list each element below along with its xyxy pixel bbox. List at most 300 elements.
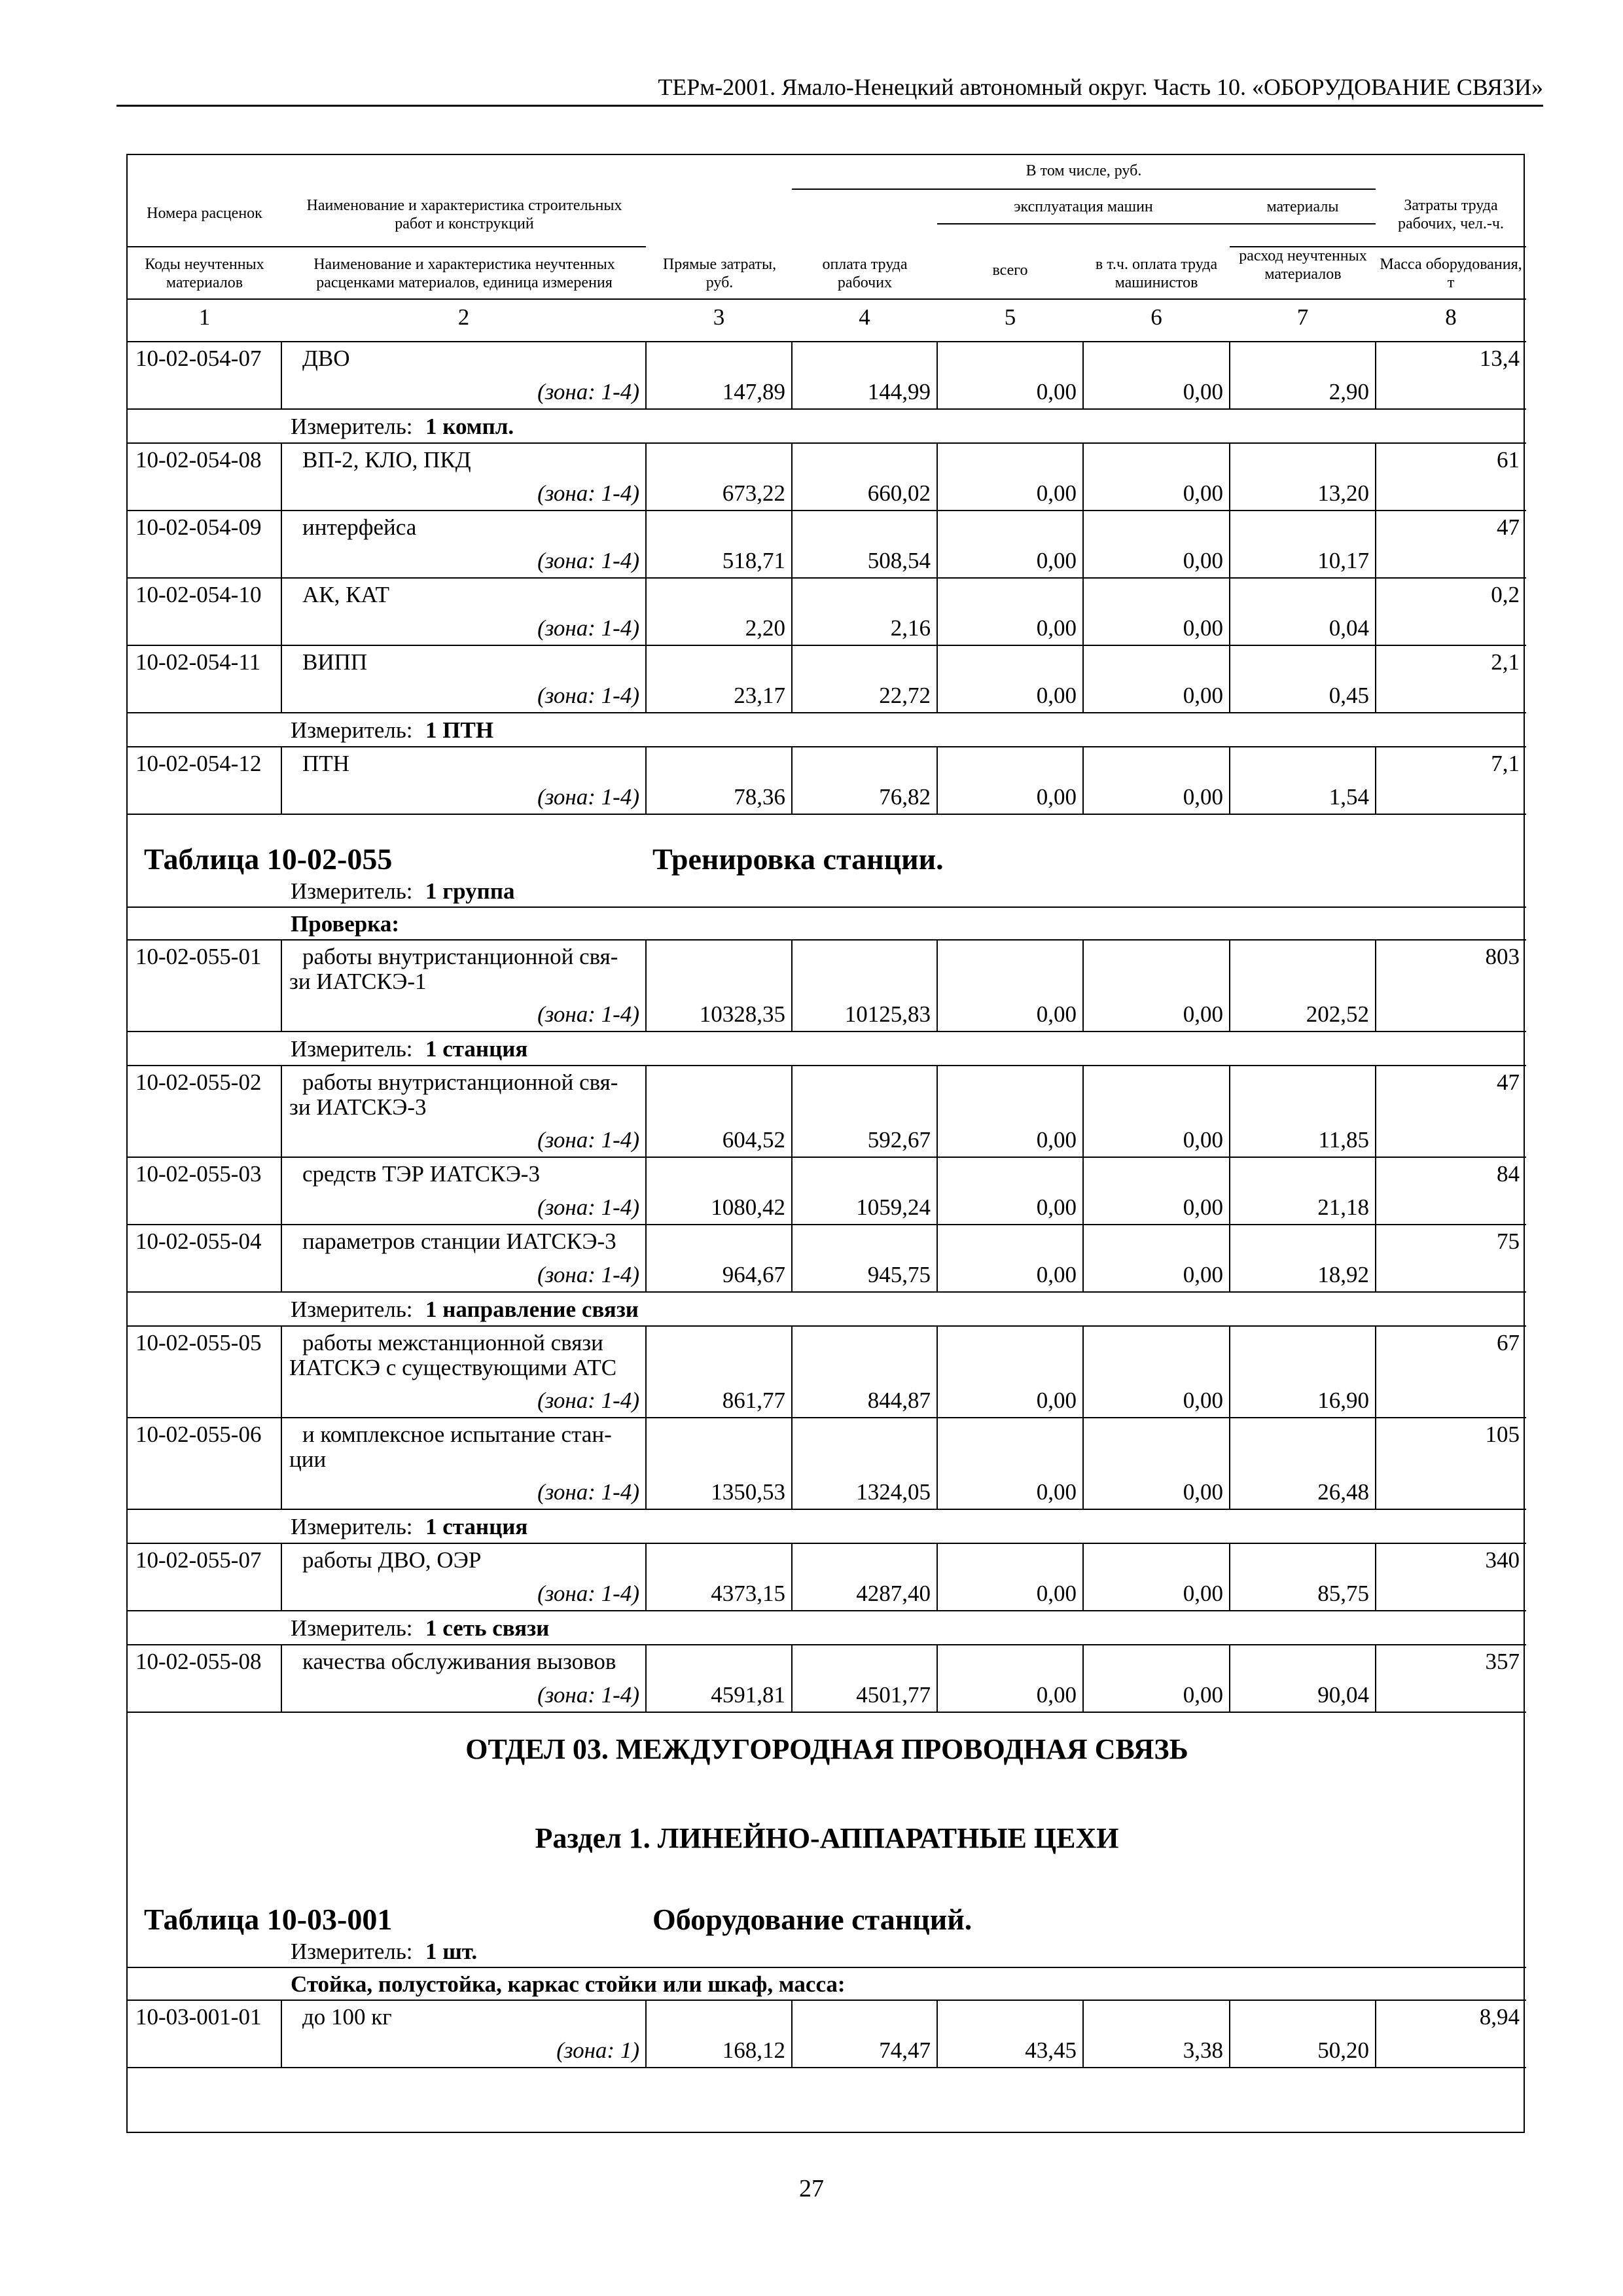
materials: 0,45 xyxy=(1329,683,1369,708)
grid-line xyxy=(128,1157,1526,1158)
materials: 13,20 xyxy=(1317,480,1369,506)
header-work-name: Наименование и характеристика строительных работ и конструкций xyxy=(306,197,622,232)
rate-name-cont: зи ИАТСКЭ-1 xyxy=(289,969,427,994)
zone-label: (зона: 1-4) xyxy=(537,548,639,573)
grid-line xyxy=(281,1157,282,1225)
grid-line xyxy=(1375,511,1376,578)
machine-total: 0,00 xyxy=(1036,548,1077,573)
grid-line xyxy=(1082,1326,1084,1418)
zone-label: (зона: 1-4) xyxy=(537,1581,639,1606)
grid-line xyxy=(645,747,647,814)
grid-line xyxy=(791,1157,793,1225)
direct-costs: 1080,42 xyxy=(711,1194,785,1220)
grid-line xyxy=(281,2000,282,2068)
grid-line xyxy=(1375,645,1376,713)
grid-line xyxy=(1229,1225,1230,1292)
zone-label: (зона: 1-4) xyxy=(537,1194,639,1220)
grid-line xyxy=(936,2000,938,2068)
header-materials: материалы xyxy=(1266,198,1339,215)
grid-line xyxy=(128,939,1526,941)
grid-line xyxy=(1375,1225,1376,1292)
machinist-pay: 0,00 xyxy=(1183,379,1223,404)
direct-costs: 4591,81 xyxy=(711,1682,785,1708)
machinist-pay: 0,00 xyxy=(1183,784,1223,810)
meter-value: 1 ПТН xyxy=(425,717,494,743)
grid-line xyxy=(128,246,646,247)
rate-code: 10-02-055-01 xyxy=(135,944,262,969)
rate-name: и комплексное испытание стан- xyxy=(302,1422,612,1447)
zone-label: (зона: 1-4) xyxy=(537,683,639,708)
rate-code: 10-02-054-10 xyxy=(135,582,262,607)
grid-line xyxy=(1082,1225,1084,1292)
grid-line xyxy=(936,443,938,511)
header-machine-total: всего xyxy=(992,262,1028,279)
labor-hours: 61 xyxy=(1497,447,1520,473)
labor-hours: 2,1 xyxy=(1491,649,1520,675)
machine-total: 43,45 xyxy=(1025,2037,1077,2063)
rate-name: АК, КАТ xyxy=(302,582,390,607)
column-number: 1 xyxy=(198,304,211,330)
labor-pay: 10125,83 xyxy=(844,1001,931,1027)
grid-line xyxy=(936,1645,938,1712)
rate-code: 10-02-055-06 xyxy=(135,1422,262,1447)
machinist-pay: 0,00 xyxy=(1183,548,1223,573)
grid-line xyxy=(645,443,647,511)
grid-line xyxy=(645,1157,647,1225)
meter-label: Измеритель: xyxy=(291,1939,413,1964)
rate-name-cont: зи ИАТСКЭ-3 xyxy=(289,1094,427,1120)
meter-value: 1 шт. xyxy=(425,1939,478,1964)
rate-code: 10-02-055-04 xyxy=(135,1229,262,1254)
column-number: 2 xyxy=(457,304,470,330)
labor-hours: 75 xyxy=(1497,1229,1520,1254)
grid-line xyxy=(791,940,793,1031)
direct-costs: 2,20 xyxy=(745,615,785,641)
labor-hours: 8,94 xyxy=(1479,2004,1520,2030)
labor-pay: 4287,40 xyxy=(856,1581,931,1606)
grid-line xyxy=(937,223,1376,224)
labor-pay: 144,99 xyxy=(867,379,931,404)
grid-line xyxy=(791,443,793,511)
grid-line xyxy=(1375,1326,1376,1418)
zone-label: (зона: 1-4) xyxy=(537,1001,639,1027)
meter-label: Измеритель: xyxy=(291,878,413,904)
column-number: 3 xyxy=(713,304,725,330)
grid-line xyxy=(281,747,282,814)
running-header: ТЕРм-2001. Ямало-Ненецкий автономный округ. Часть 10. «ОБОРУДОВАНИЕ СВЯЗИ» xyxy=(658,74,1543,100)
rate-name: работы внутристанционной свя- xyxy=(302,944,618,969)
machine-total: 0,00 xyxy=(1036,379,1077,404)
table-number: Таблица 10-03-001 xyxy=(144,1903,393,1936)
rate-name: ВП-2, КЛО, ПКД xyxy=(302,447,471,473)
grid-line xyxy=(1082,578,1084,645)
machine-total: 0,00 xyxy=(1036,615,1077,641)
grid-line xyxy=(936,1418,938,1509)
machine-total: 0,00 xyxy=(1036,1479,1077,1505)
materials: 202,52 xyxy=(1306,1001,1369,1027)
department-heading: ОТДЕЛ 03. МЕЖДУГОРОДНАЯ ПРОВОДНАЯ СВЯЗЬ xyxy=(465,1733,1188,1765)
grid-line xyxy=(1375,2000,1376,2068)
grid-line xyxy=(791,1066,793,1157)
column-number: 8 xyxy=(1445,304,1457,330)
direct-costs: 23,17 xyxy=(734,683,785,708)
rate-name: ВИПП xyxy=(302,649,368,675)
machine-total: 0,00 xyxy=(1036,1127,1077,1153)
grid-line xyxy=(128,1610,1526,1611)
direct-costs: 861,77 xyxy=(722,1388,785,1413)
rate-code: 10-02-054-07 xyxy=(135,346,262,371)
grid-line xyxy=(128,577,1526,579)
direct-costs: 10328,35 xyxy=(699,1001,785,1027)
labor-pay: 22,72 xyxy=(879,683,931,708)
grid-line xyxy=(936,747,938,814)
column-number: 5 xyxy=(1004,304,1016,330)
header-direct-costs: Прямые затраты, руб. xyxy=(662,256,777,291)
zone-label: (зона: 1-4) xyxy=(537,784,639,810)
grid-line xyxy=(645,578,647,645)
labor-pay: 2,16 xyxy=(890,615,931,641)
grid-line xyxy=(1082,1157,1084,1225)
grid-line xyxy=(791,1418,793,1509)
grid-line xyxy=(1229,443,1230,511)
table-number: Таблица 10-02-055 xyxy=(144,842,393,876)
grid-line xyxy=(645,511,647,578)
meter-value: 1 станция xyxy=(425,1036,528,1062)
grid-line xyxy=(1229,1418,1230,1509)
grid-line xyxy=(1375,1418,1376,1509)
grid-line xyxy=(645,940,647,1031)
grid-line xyxy=(792,188,1376,190)
machinist-pay: 0,00 xyxy=(1183,1581,1223,1606)
machinist-pay: 0,00 xyxy=(1183,480,1223,506)
grid-line xyxy=(281,1645,282,1712)
labor-hours: 47 xyxy=(1497,514,1520,540)
labor-hours: 7,1 xyxy=(1491,751,1520,776)
machinist-pay: 0,00 xyxy=(1183,1682,1223,1708)
zone-label: (зона: 1) xyxy=(556,2037,639,2063)
machine-total: 0,00 xyxy=(1036,1388,1077,1413)
machinist-pay: 0,00 xyxy=(1183,615,1223,641)
grid-line xyxy=(1082,940,1084,1031)
grid-line xyxy=(1375,747,1376,814)
grid-line xyxy=(1375,443,1376,511)
section-heading: Раздел 1. ЛИНЕЙНО-АППАРАТНЫЕ ЦЕХИ xyxy=(535,1822,1119,1854)
grid-line xyxy=(936,1543,938,1611)
direct-costs: 518,71 xyxy=(722,548,785,573)
grid-line xyxy=(128,1543,1526,1544)
grid-line xyxy=(791,645,793,713)
rate-name: работы внутристанционной свя- xyxy=(302,1069,618,1095)
grid-line xyxy=(128,1644,1526,1645)
grid-line xyxy=(1229,747,1230,814)
machinist-pay: 0,00 xyxy=(1183,1194,1223,1220)
labor-hours: 340 xyxy=(1485,1547,1520,1573)
grid-line xyxy=(1375,342,1376,409)
labor-pay: 592,67 xyxy=(867,1127,931,1153)
labor-hours: 67 xyxy=(1497,1330,1520,1355)
meter-label: Измеритель: xyxy=(291,717,413,743)
rates-table xyxy=(126,154,1525,2133)
machinist-pay: 0,00 xyxy=(1183,1262,1223,1287)
rate-code: 10-02-055-02 xyxy=(135,1069,262,1095)
grid-line xyxy=(1082,443,1084,511)
grid-line xyxy=(645,1326,647,1418)
grid-line xyxy=(791,1326,793,1418)
grid-line xyxy=(936,342,938,409)
grid-line xyxy=(1375,578,1376,645)
table-title: Оборудование станций. xyxy=(652,1903,972,1936)
meter-label: Измеритель: xyxy=(291,1036,413,1062)
meter-value: 1 сеть связи xyxy=(425,1615,550,1641)
grid-line xyxy=(645,645,647,713)
header-material-name: Наименование и характеристика неучтенных расценками материалов, единица измерения xyxy=(313,256,615,291)
grid-line xyxy=(128,814,1526,815)
zone-label: (зона: 1-4) xyxy=(537,480,639,506)
zone-label: (зона: 1-4) xyxy=(537,615,639,641)
grid-line xyxy=(128,1712,1526,1713)
materials: 85,75 xyxy=(1317,1581,1369,1606)
grid-line xyxy=(281,940,282,1031)
grid-line xyxy=(281,1066,282,1157)
zone-label: (зона: 1-4) xyxy=(537,1388,639,1413)
grid-line xyxy=(128,1031,1526,1032)
grid-line xyxy=(936,940,938,1031)
rate-code: 10-02-054-12 xyxy=(135,751,262,776)
rate-code: 10-02-055-05 xyxy=(135,1330,262,1355)
grid-line xyxy=(128,645,1526,646)
grid-line xyxy=(645,1645,647,1712)
meter-label: Измеритель: xyxy=(291,414,413,439)
grid-line xyxy=(1082,342,1084,409)
meter-value: 1 направление связи xyxy=(425,1297,639,1322)
direct-costs: 4373,15 xyxy=(711,1581,785,1606)
grid-line xyxy=(1229,1066,1230,1157)
labor-pay: 660,02 xyxy=(867,480,931,506)
direct-costs: 168,12 xyxy=(722,2037,785,2063)
table-title: Тренировка станции. xyxy=(652,842,944,876)
rate-name: интерфейса xyxy=(302,514,417,540)
grid-line xyxy=(128,2067,1526,2068)
grid-line xyxy=(128,1509,1526,1510)
grid-line xyxy=(1375,1645,1376,1712)
grid-line xyxy=(1229,1543,1230,1611)
materials: 0,04 xyxy=(1329,615,1369,641)
header-rule xyxy=(116,105,1543,107)
header-rate-numbers: Номера расценок xyxy=(147,205,262,222)
materials: 21,18 xyxy=(1317,1194,1369,1220)
machine-total: 0,00 xyxy=(1036,1581,1077,1606)
grid-line xyxy=(791,511,793,578)
zone-label: (зона: 1-4) xyxy=(537,1127,639,1153)
rate-name-cont: ИАТСКЭ с существующими АТС xyxy=(289,1355,617,1380)
materials: 16,90 xyxy=(1317,1388,1369,1413)
grid-line xyxy=(1082,1543,1084,1611)
grid-line xyxy=(1229,342,1230,409)
labor-pay: 508,54 xyxy=(867,548,931,573)
grid-line xyxy=(128,906,1526,908)
page-number: 27 xyxy=(799,2175,824,2202)
grid-line xyxy=(791,1543,793,1611)
grid-line xyxy=(1082,1418,1084,1509)
direct-costs: 604,52 xyxy=(722,1127,785,1153)
zone-label: (зона: 1-4) xyxy=(537,1479,639,1505)
machinist-pay: 0,00 xyxy=(1183,683,1223,708)
grid-line xyxy=(1082,1645,1084,1712)
grid-line xyxy=(1229,578,1230,645)
grid-line xyxy=(1229,1326,1230,1418)
grid-line xyxy=(281,443,282,511)
grid-line xyxy=(1082,511,1084,578)
rate-name: ДВО xyxy=(302,346,350,371)
meter-label: Измеритель: xyxy=(291,1297,413,1322)
grid-line xyxy=(128,298,1526,300)
rate-name: до 100 кг xyxy=(302,2004,392,2030)
machine-total: 0,00 xyxy=(1036,1194,1077,1220)
grid-line xyxy=(791,578,793,645)
labor-pay: 1059,24 xyxy=(856,1194,931,1220)
machine-total: 0,00 xyxy=(1036,1001,1077,1027)
labor-pay: 844,87 xyxy=(867,1388,931,1413)
grid-line xyxy=(936,1157,938,1225)
rate-name-cont: ции xyxy=(289,1446,327,1472)
grid-line xyxy=(128,2000,1526,2001)
direct-costs: 1350,53 xyxy=(711,1479,785,1505)
grid-line xyxy=(645,1225,647,1292)
grid-line xyxy=(1375,940,1376,1031)
labor-pay: 74,47 xyxy=(879,2037,931,2063)
materials: 26,48 xyxy=(1317,1479,1369,1505)
grid-line xyxy=(128,510,1526,511)
grid-line xyxy=(645,342,647,409)
machine-total: 0,00 xyxy=(1036,480,1077,506)
rate-name: качества обслуживания вызовов xyxy=(302,1649,616,1674)
grid-line xyxy=(645,2000,647,2068)
labor-pay: 76,82 xyxy=(879,784,931,810)
machine-total: 0,00 xyxy=(1036,683,1077,708)
labor-hours: 105 xyxy=(1485,1422,1520,1447)
grid-line xyxy=(791,342,793,409)
zone-label: (зона: 1-4) xyxy=(537,379,639,404)
rate-code: 10-02-055-08 xyxy=(135,1649,262,1674)
labor-hours: 0,2 xyxy=(1491,582,1520,607)
grid-line xyxy=(128,341,1526,342)
grid-line xyxy=(128,1325,1526,1327)
grid-line xyxy=(936,578,938,645)
grid-line xyxy=(1082,747,1084,814)
grid-line xyxy=(1229,940,1230,1031)
grid-line xyxy=(791,1645,793,1712)
materials: 2,90 xyxy=(1329,379,1369,404)
grid-line xyxy=(128,442,1526,444)
grid-line xyxy=(791,747,793,814)
grid-line xyxy=(1229,1645,1230,1712)
header-equipment-mass: Масса оборудования, т xyxy=(1380,256,1522,291)
grid-line xyxy=(936,1326,938,1418)
machinist-pay: 0,00 xyxy=(1183,1001,1223,1027)
grid-line xyxy=(1082,645,1084,713)
zone-label: (зона: 1-4) xyxy=(537,1682,639,1708)
labor-pay: 945,75 xyxy=(867,1262,931,1287)
rate-code: 10-02-055-07 xyxy=(135,1547,262,1573)
direct-costs: 78,36 xyxy=(734,784,785,810)
header-labor-hours: Затраты труда рабочих, чел.-ч. xyxy=(1398,197,1504,232)
grid-line xyxy=(1229,2000,1230,2068)
labor-hours: 357 xyxy=(1485,1649,1520,1674)
meter-label: Измеритель: xyxy=(291,1514,413,1539)
grid-line xyxy=(1375,1066,1376,1157)
grid-line xyxy=(128,712,1526,713)
column-number: 6 xyxy=(1150,304,1162,330)
labor-pay: 1324,05 xyxy=(856,1479,931,1505)
header-in-total: В том числе, руб. xyxy=(1026,162,1142,179)
grid-line xyxy=(1229,511,1230,578)
grid-line xyxy=(936,1066,938,1157)
rate-name: средств ТЭР ИАТСКЭ-3 xyxy=(302,1161,540,1187)
materials: 50,20 xyxy=(1317,2037,1369,2063)
column-number: 4 xyxy=(859,304,870,330)
grid-line xyxy=(645,1066,647,1157)
header-machine-operation: эксплуатация машин xyxy=(1014,198,1153,215)
grid-line xyxy=(128,1967,1526,1968)
rate-code: 10-02-054-08 xyxy=(135,447,262,473)
machinist-pay: 3,38 xyxy=(1183,2037,1223,2063)
rate-name: ПТН xyxy=(302,751,349,776)
machine-total: 0,00 xyxy=(1036,784,1077,810)
grid-line xyxy=(1082,1066,1084,1157)
grid-line xyxy=(128,1065,1526,1066)
materials: 10,17 xyxy=(1317,548,1369,573)
machinist-pay: 0,00 xyxy=(1183,1127,1223,1153)
grid-line xyxy=(281,578,282,645)
meter-value: 1 группа xyxy=(425,878,515,904)
zone-label: (зона: 1-4) xyxy=(537,1262,639,1287)
materials: 90,04 xyxy=(1317,1682,1369,1708)
rate-name: работы межстанционной связи xyxy=(302,1330,603,1355)
grid-line xyxy=(645,1418,647,1509)
grid-line xyxy=(128,1224,1526,1225)
direct-costs: 964,67 xyxy=(722,1262,785,1287)
grid-line xyxy=(791,2000,793,2068)
grid-line xyxy=(936,511,938,578)
rate-code: 10-02-055-03 xyxy=(135,1161,262,1187)
rate-name: параметров станции ИАТСКЭ-3 xyxy=(302,1229,616,1254)
grid-line xyxy=(281,1225,282,1292)
rate-code: 10-03-001-01 xyxy=(135,2004,262,2030)
grid-line xyxy=(791,1225,793,1292)
grid-line xyxy=(1375,1157,1376,1225)
grid-line xyxy=(1229,1157,1230,1225)
header-unaccounted-materials: расход неучтенных материалов xyxy=(1239,247,1367,283)
subheading: Проверка: xyxy=(291,911,400,937)
grid-line xyxy=(1375,1543,1376,1611)
grid-line xyxy=(128,746,1526,747)
machinist-pay: 0,00 xyxy=(1183,1388,1223,1413)
grid-line xyxy=(936,645,938,713)
machine-total: 0,00 xyxy=(1036,1262,1077,1287)
labor-hours: 47 xyxy=(1497,1069,1520,1095)
meter-value: 1 компл. xyxy=(425,414,514,439)
grid-line xyxy=(281,1543,282,1611)
header-material-codes: Коды неучтенных материалов xyxy=(145,256,264,291)
rate-code: 10-02-054-11 xyxy=(135,649,261,675)
grid-line xyxy=(128,1417,1526,1418)
direct-costs: 147,89 xyxy=(722,379,785,404)
rate-name: работы ДВО, ОЭР xyxy=(302,1547,482,1573)
subheading: Стойка, полустойка, каркас стойки или шкаф, масса: xyxy=(291,1971,846,1997)
grid-line xyxy=(281,1326,282,1418)
machinist-pay: 0,00 xyxy=(1183,1479,1223,1505)
grid-line xyxy=(1376,246,1526,247)
